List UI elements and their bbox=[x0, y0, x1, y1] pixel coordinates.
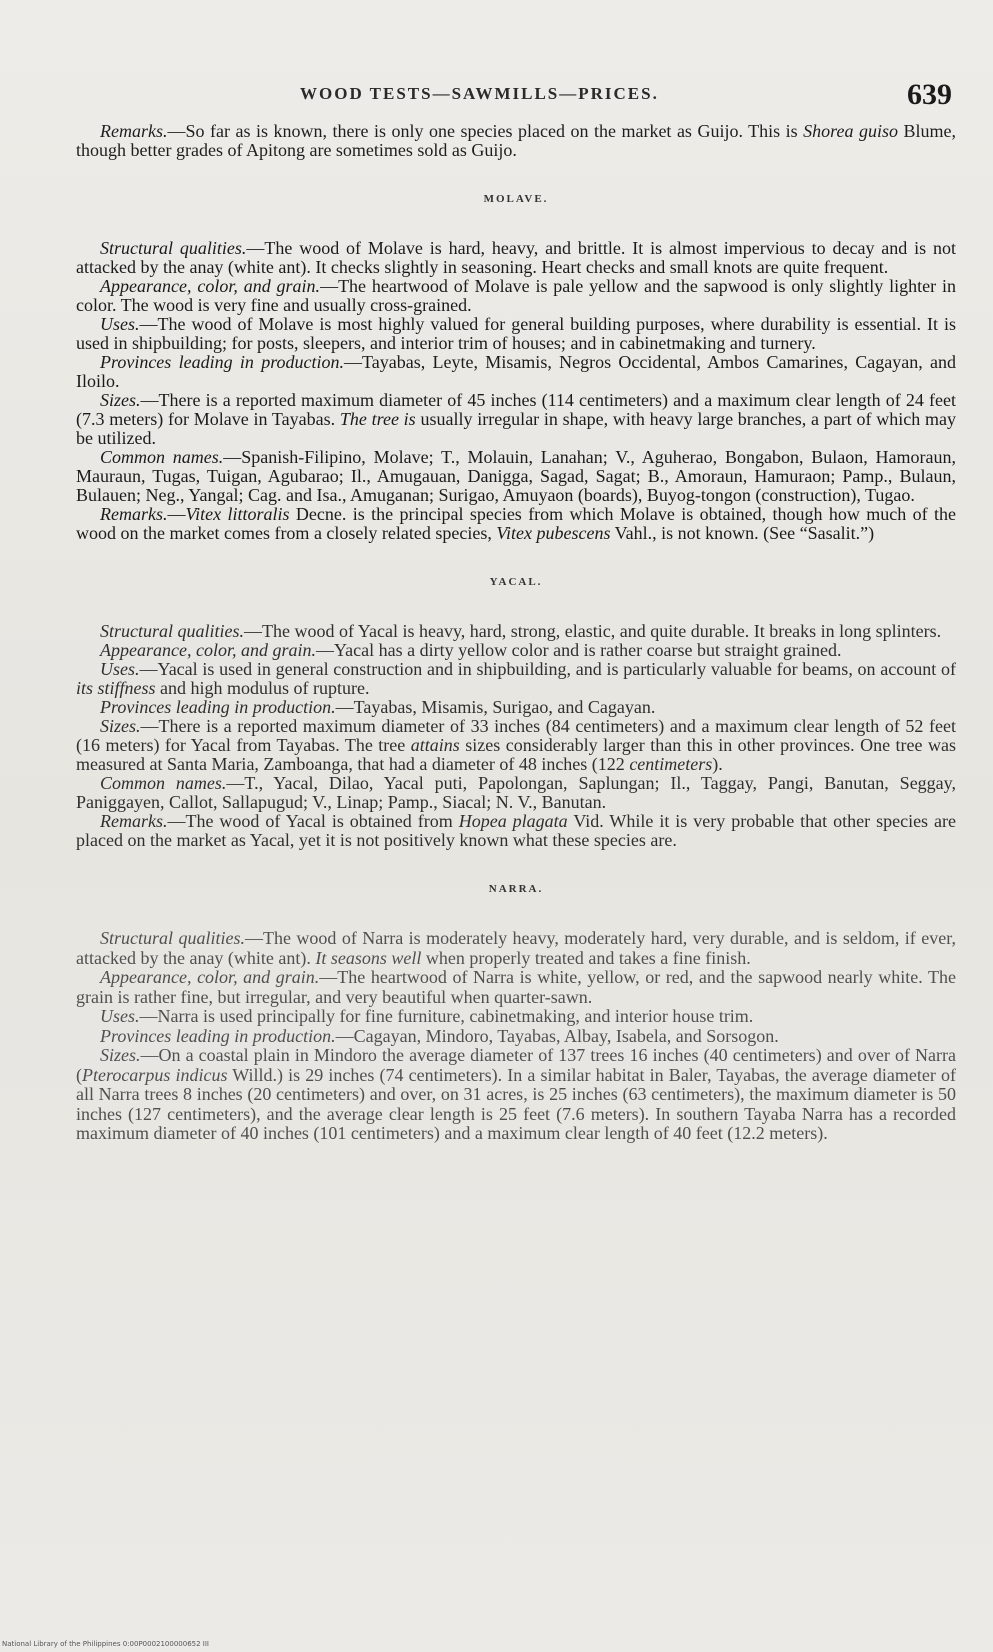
yacal-provinces-paragraph bbox=[76, 698, 956, 717]
molave-common-names-paragraph bbox=[76, 448, 956, 505]
molave-section bbox=[76, 190, 956, 543]
yacal-sizes-text-a: —There is a reported maximum diameter of 33 inches (84 centimeters) and a maximum clear length of 52 feet (16 meters) for Yacal from Tayabas. The tree bbox=[76, 716, 956, 755]
yacal-common-names-label: Common names. bbox=[100, 773, 227, 793]
yacal-provinces-text: —Tayabas, Misamis, Surigao, and Cagayan. bbox=[335, 697, 656, 717]
yacal-remarks-text-a: —The wood of Yacal is obtained from bbox=[167, 811, 459, 831]
yacal-uses-paragraph bbox=[76, 660, 956, 698]
yacal-section bbox=[76, 573, 956, 850]
page-body bbox=[76, 122, 956, 1144]
yacal-remarks-text-b: Vid. While it is very probable that other species are placed on the market as Yacal, yet it is not positively known what these species are. bbox=[76, 811, 957, 850]
narra-section bbox=[76, 880, 956, 1144]
yacal-structural-text: —The wood of Yacal is heavy, hard, strong, elastic, and quite durable. It breaks in long splinters. bbox=[244, 621, 942, 641]
molave-common-names-label: Common names. bbox=[100, 447, 224, 467]
yacal-sizes-label: Sizes. bbox=[100, 716, 141, 736]
molave-provinces-text: —Tayabas, Leyte, Misamis, Negros Occidental, Ambos Camarines, Cagayan, and Iloilo. bbox=[76, 352, 956, 391]
library-footer: National Library of the Philippines 0:00P0002100000652 III bbox=[2, 1640, 209, 1648]
narra-structural-italic: It seasons well bbox=[315, 947, 422, 968]
molave-uses-text: —The wood of Molave is most highly valued for general building purposes, where durability is essential. It is used in shipbuilding; for posts, sleepers, and interior trim of houses; and in cabinetmaking and turnery. bbox=[76, 314, 956, 353]
narra-sizes-species: Pterocarpus indicus bbox=[82, 1064, 228, 1085]
yacal-uses-text-a: —Yacal is used in general construction and in shipbuilding, and is particularly valuable for beams, on account of bbox=[139, 659, 956, 679]
molave-remarks-text-b: Decne. is the principal species from which Molave is obtained, though how much of the wood on the market comes from a closely related species, bbox=[76, 504, 956, 543]
guijo-remarks-text-b: Blume, though better grades of Apitong are sometimes sold as Guijo. bbox=[76, 121, 957, 160]
yacal-uses-label: Uses. bbox=[100, 659, 140, 679]
guijo-remarks-species: Shorea guiso bbox=[803, 121, 898, 141]
yacal-appearance-paragraph bbox=[76, 641, 956, 660]
molave-provinces-paragraph bbox=[76, 353, 956, 391]
molave-common-names-text: —Spanish-Filipino, Molave; T., Molauin, Lanahan; V., Aguherao, Bongabon, Bulaon, Hamoraun, Mauraun, Tugas, Tuigan, Agubarao; Il., Amugauan, Danigga, Sagad, Sagat; B., Amoraun, Hamuraon; Pamp., Bulaun, Bulauen; Neg., Yangal; Cag. and Isa., Amuganan; Surigao, Amuyaon (boards), Buyog-tongon (construction), Tugao. bbox=[76, 447, 957, 505]
yacal-appearance-label: Appearance, color, and grain. bbox=[100, 640, 316, 660]
molave-remarks-text-c: Vahl., is not known. (See “Sasalit.”) bbox=[610, 523, 875, 543]
yacal-structural-label: Structural qualities. bbox=[100, 621, 244, 641]
narra-provinces-label: Provinces leading in production. bbox=[100, 1025, 336, 1046]
narra-uses-label: Uses. bbox=[100, 1006, 140, 1026]
molave-appearance-text: —The heartwood of Molave is pale yellow and the sapwood is only slightly lighter in color. The wood is very fine and usually cross-grained. bbox=[76, 276, 956, 315]
narra-appearance-label: Appearance, color, and grain. bbox=[100, 967, 320, 987]
narra-uses-text: —Narra is used principally for fine furniture, cabinetmaking, and interior house trim. bbox=[139, 1006, 754, 1026]
running-title: WOOD TESTS—SAWMILLS—PRICES. bbox=[300, 84, 659, 103]
yacal-sizes-text-c: ). bbox=[712, 754, 723, 774]
yacal-remarks-paragraph bbox=[76, 812, 956, 850]
narra-appearance-text: —The heartwood of Narra is white, yellow, or red, and the sapwood nearly white. The grain is rather fine, but irregular, and very beautiful when quarter-sawn. bbox=[76, 967, 956, 1007]
narra-sizes-label: Sizes. bbox=[100, 1045, 141, 1065]
narra-structural-text-b: when properly treated and takes a fine finish. bbox=[421, 947, 751, 968]
yacal-title: YACAL. bbox=[489, 576, 543, 588]
molave-sizes-text-a: —There is a reported maximum diameter of 45 inches (114 centimeters) and a maximum clear length of 24 feet (7.3 meters) for Molave in Tayabas. bbox=[76, 390, 956, 429]
molave-provinces-label: Provinces leading in production. bbox=[100, 352, 345, 372]
molave-title: MOLAVE. bbox=[483, 193, 549, 205]
yacal-remarks-label: Remarks. bbox=[100, 811, 168, 831]
yacal-structural-paragraph bbox=[76, 622, 956, 641]
molave-structural-text: —The wood of Molave is hard, heavy, and brittle. It is almost impervious to decay and is not attacked by the anay (white ant). It checks slightly in seasoning. Heart checks and small knots are quite frequent. bbox=[76, 238, 956, 277]
guijo-remarks-label: Remarks. bbox=[100, 121, 168, 141]
molave-structural-paragraph bbox=[76, 239, 956, 277]
yacal-sizes-paragraph bbox=[76, 717, 956, 774]
narra-sizes-paragraph bbox=[76, 1046, 956, 1144]
narra-structural-text-a: —The wood of Narra is moderately heavy, moderately hard, very durable, and is seldom, if ever, attacked by the anay (white ant). bbox=[76, 928, 956, 968]
narra-uses-paragraph bbox=[76, 1007, 956, 1027]
narra-sizes-text-a: —On a coastal plain in Mindoro the average diameter of 137 trees 16 inches (40 centimeters) and over of Narra ( bbox=[76, 1045, 956, 1085]
molave-remarks-text-a: — bbox=[167, 504, 186, 524]
narra-sizes-text-b: Willd.) is 29 inches (74 centimeters). In a similar habitat in Baler, Tayabas, the average diameter of all Narra trees 8 inches (20 centimeters) and over, on 31 acres, is 25 inches (63 centimeters), the maximum diameter is 50 inches (127 centimeters), and the average clear length is 25 feet (7.6 meters). In southern Tayaba Narra has a recorded maximum diameter of 40 inches (101 centimeters) and a maximum clear length of 40 feet (12.2 meters). bbox=[76, 1064, 956, 1143]
molave-sizes-text-b: usually irregular in shape, with heavy large branches, a part of which may be utilized. bbox=[76, 409, 956, 448]
molave-uses-paragraph bbox=[76, 315, 956, 353]
molave-remarks-label: Remarks. bbox=[100, 504, 168, 524]
narra-provinces-text: —Cagayan, Mindoro, Tayabas, Albay, Isabela, and Sorsogon. bbox=[335, 1025, 779, 1046]
yacal-sizes-italic-b: centimeters bbox=[629, 754, 713, 774]
yacal-provinces-label: Provinces leading in production. bbox=[100, 697, 336, 717]
molave-remarks-paragraph bbox=[76, 505, 956, 543]
guijo-remarks-text-a: —So far as is known, there is only one species placed on the market as Guijo. This is bbox=[167, 121, 804, 141]
yacal-common-names-paragraph bbox=[76, 774, 956, 812]
yacal-remarks-species: Hopea plagata bbox=[458, 811, 568, 831]
molave-appearance-label: Appearance, color, and grain. bbox=[100, 276, 321, 296]
narra-title: NARRA. bbox=[488, 883, 544, 895]
yacal-appearance-text: —Yacal has a dirty yellow color and is rather coarse but straight grained. bbox=[315, 640, 842, 660]
narra-structural-paragraph bbox=[76, 929, 956, 968]
guijo-remarks-paragraph bbox=[76, 122, 956, 160]
yacal-uses-italic: its stiffness bbox=[76, 678, 156, 698]
molave-uses-label: Uses. bbox=[100, 314, 140, 334]
yacal-uses-text-b: and high modulus of rupture. bbox=[155, 678, 370, 698]
molave-sizes-italic: The tree is bbox=[339, 409, 416, 429]
molave-sizes-paragraph bbox=[76, 391, 956, 448]
molave-sizes-label: Sizes. bbox=[100, 390, 141, 410]
yacal-common-names-text: —T., Yacal, Dilao, Yacal puti, Papolongan, Saplungan; Il., Taggay, Pangi, Banutan, Seggay, Paniggayen, Callot, Sallapugud; V., Linap; Pamp., Siacal; N. V., Banutan. bbox=[76, 773, 956, 812]
molave-remarks-species-a: Vitex littoralis bbox=[185, 504, 290, 524]
molave-structural-label: Structural qualities. bbox=[100, 238, 247, 258]
yacal-sizes-italic: attains bbox=[410, 735, 460, 755]
narra-structural-label: Structural qualities. bbox=[100, 928, 245, 948]
narra-appearance-paragraph bbox=[76, 968, 956, 1007]
molave-remarks-species-b: Vitex pubescens bbox=[496, 523, 611, 543]
yacal-sizes-text-b: sizes considerably larger than this in other provinces. One tree was measured at Santa Maria, Zamboanga, that had a diameter of 48 inches (122 bbox=[76, 735, 956, 774]
molave-appearance-paragraph bbox=[76, 277, 956, 315]
page-header bbox=[60, 78, 960, 118]
page-number: 639 bbox=[907, 78, 952, 111]
narra-provinces-paragraph bbox=[76, 1027, 956, 1047]
guijo-section bbox=[76, 122, 956, 160]
